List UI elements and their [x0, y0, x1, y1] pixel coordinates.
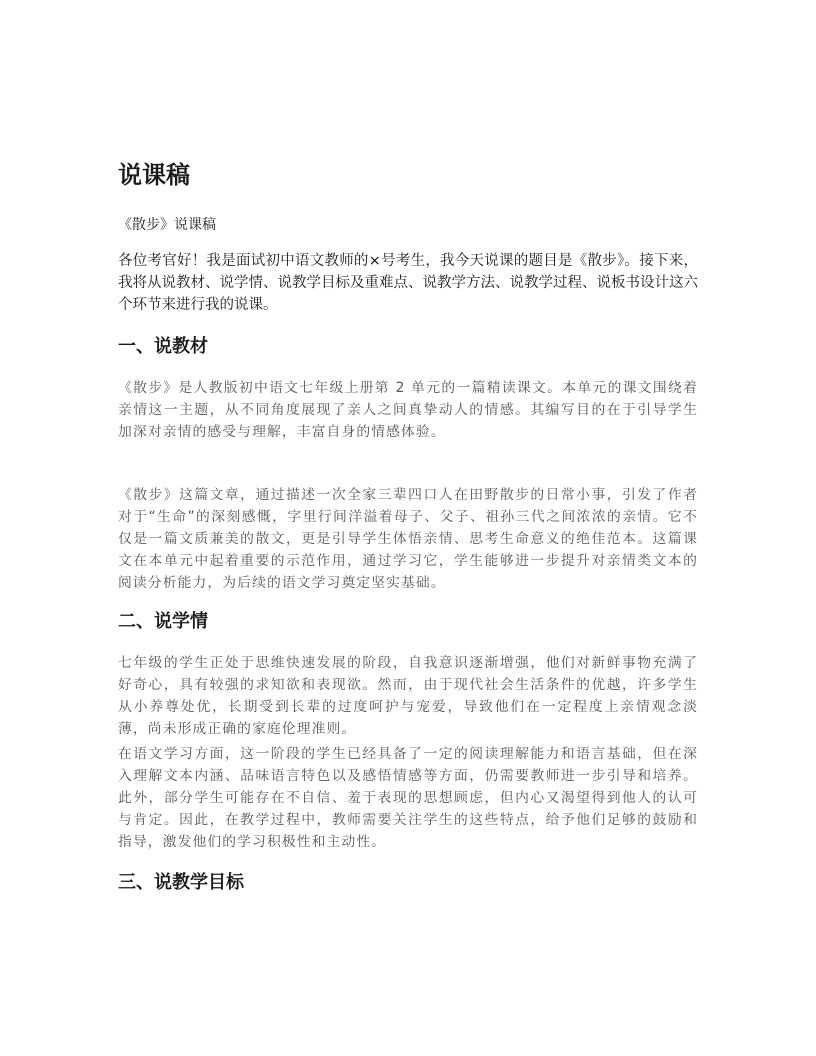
learners-paragraph-1: 七年级的学生正处于思维快速发展的阶段，自我意识逐渐增强，他们对新鲜事物充满了好奇心，具有较强的求知欲和表现欲。然而，由于现代社会生活条件的优越，许多学生从小养尊处优，长期受到长辈的过度呵护与宠爱，导致他们在一定程度上亲情观念淡薄，尚未形成正确的家庭伦理准则。 — [118, 655, 698, 737]
intro-paragraph: 各位考官好！我是面试初中语文教师的×号考生，我今天说课的题目是《散步》。接下来，我将从说教材、说学情、说教学目标及重难点、说教学方法、说教学过程、说板书设计这六个环节来进行我的说课。 — [118, 253, 698, 313]
learners-paragraph-2: 在语文学习方面，这一阶段的学生已经具备了一定的阅读理解能力和语言基础，但在深入理解文本内涵、品味语言特色以及感悟情感等方面，仍需要教师进一步引导和培养。此外，部分学生可能存在不自信、羞于表现的思想顾虑，但内心又渴望得到他人的认可与肯定。因此，在教学过程中，教师需要关注学生的这些特点，给予他们足够的鼓励和指导，激发他们的学习积极性和主动性。 — [118, 746, 698, 850]
section-heading-objectives: 三、说教学目标 — [118, 872, 244, 893]
section-heading-learners: 二、说学情 — [118, 611, 208, 632]
page-title: 说课稿 — [118, 161, 190, 189]
section-heading-textbook: 一、说教材 — [118, 336, 208, 357]
textbook-paragraph-1: 《散步》是人教版初中语文七年级上册第 2 单元的一篇精读课文。本单元的课文围绕着亲情这一主题，从不同角度展现了亲人之间真挚动人的情感。其编写目的在于引导学生加深对亲情的感受与理解，丰富自身的情感体验。 — [118, 380, 698, 440]
textbook-paragraph-2: 《散步》这篇文章，通过描述一次全家三辈四口人在田野散步的日常小事，引发了作者对于“生命”的深刻感慨，字里行间洋溢着母子、父子、祖孙三代之间浓浓的亲情。它不仅是一篇文质兼美的散文，更是引导学生体悟亲情、思考生命意义的绝佳范本。这篇课文在本单元中起着重要的示范作用，通过学习它，学生能够进一步提升对亲情类文本的阅读分析能力，为后续的语文学习奠定坚实基础。 — [118, 487, 698, 591]
document-subtitle: 《散步》说课稿 — [118, 217, 216, 233]
